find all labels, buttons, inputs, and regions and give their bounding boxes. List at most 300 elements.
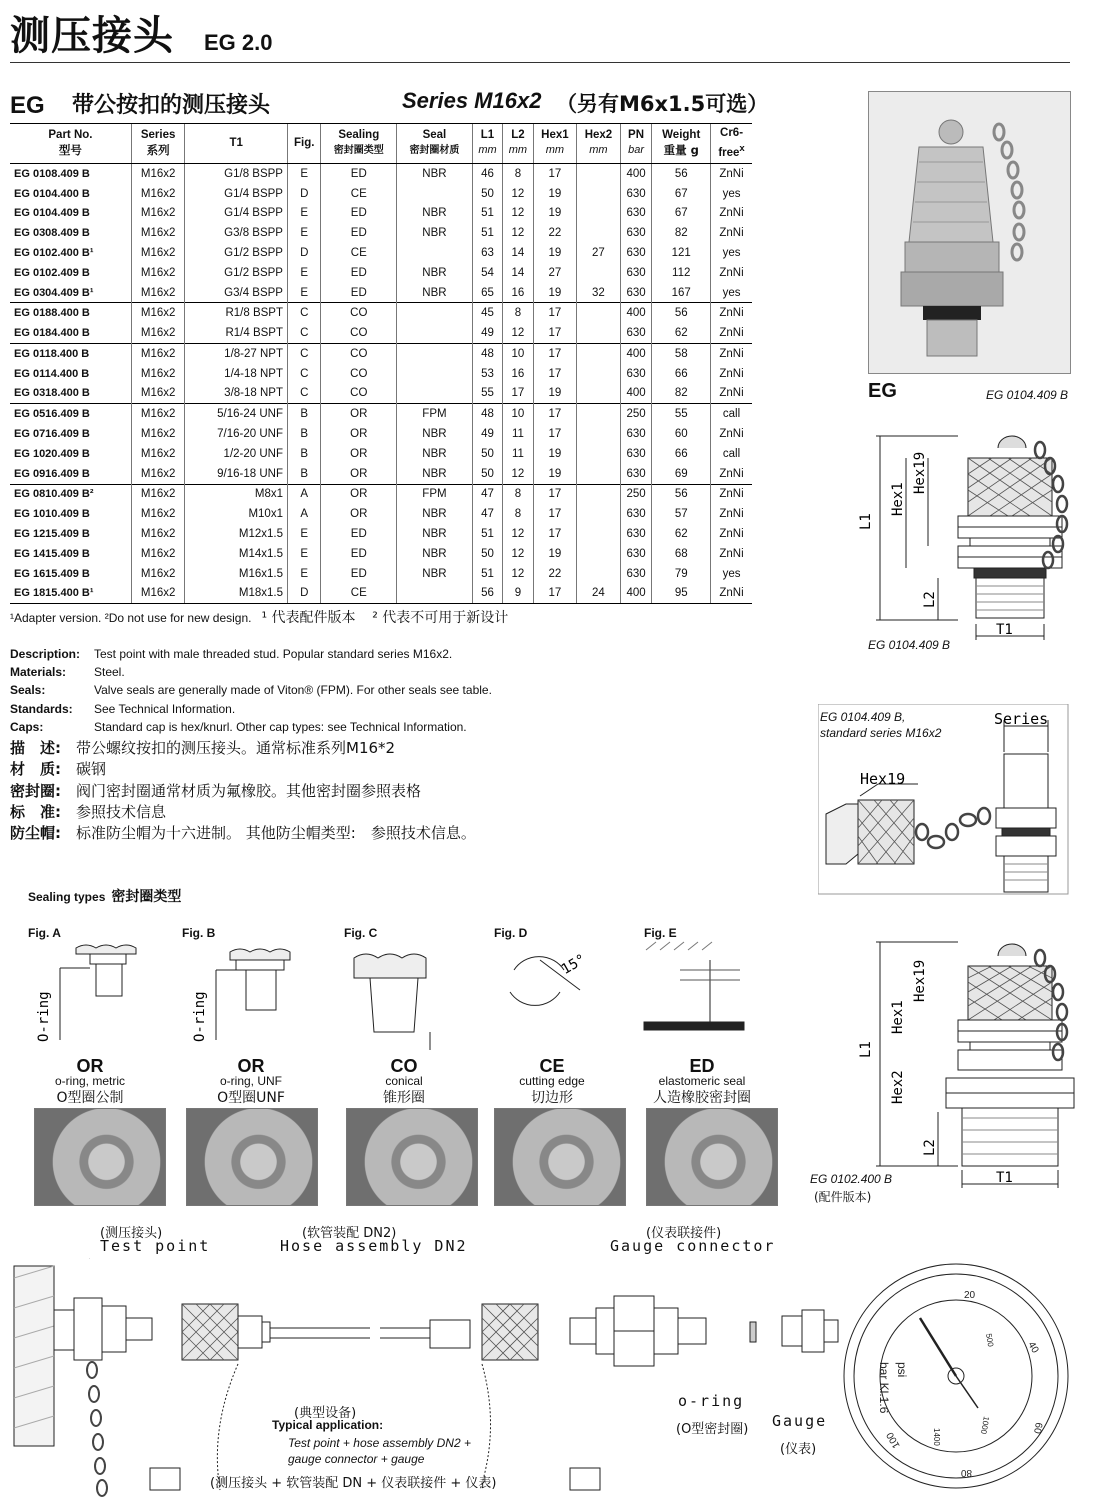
app-test-point: Test point: [100, 1237, 211, 1255]
table-cell: 51: [472, 223, 502, 243]
table-cell: 12: [503, 223, 533, 243]
drawing-eg0104409b: [858, 428, 1078, 650]
table-cell: [577, 464, 621, 484]
table-body: [10, 163, 752, 604]
table-cell: 68: [652, 544, 711, 564]
table-cell: NBR: [397, 444, 473, 464]
table-cell: 19: [533, 283, 577, 303]
column-header-label: Seal: [422, 129, 447, 142]
table-cell: 22: [533, 564, 577, 584]
table-cell: M16x1.5: [185, 564, 288, 584]
desc-cn-key: 描 述:: [10, 739, 61, 757]
dim-t1-b: T1: [996, 1170, 1013, 1186]
table-cell: OR: [321, 484, 397, 504]
table-cell: 17: [533, 424, 577, 444]
table-cell: 19: [533, 444, 577, 464]
dim-l1-b: L1: [858, 1041, 874, 1058]
table-cell: 400: [620, 163, 652, 183]
table-cell: 17: [533, 524, 577, 544]
desc-cn-row: [10, 823, 476, 844]
table-cell: 50: [472, 444, 502, 464]
table-cell: CE: [321, 243, 397, 263]
table-cell: [577, 223, 621, 243]
dim-hex1-b: Hex1: [890, 1000, 906, 1034]
table-cell: 112: [652, 263, 711, 283]
desc-row: [10, 718, 492, 736]
dim-l1: L1: [858, 513, 874, 530]
table-cell: 32: [577, 283, 621, 303]
table-cell: [397, 323, 473, 343]
table-cell: 17: [533, 484, 577, 504]
table-cell: EG 0716.409 B: [14, 428, 90, 441]
table-cell: 16: [503, 283, 533, 303]
desc-cn-value: 参照技术信息: [76, 802, 167, 821]
dial-tick: 1400: [932, 1428, 941, 1446]
table-cell: 250: [620, 484, 652, 504]
table-row: [10, 384, 752, 404]
table-cell: NBR: [397, 464, 473, 484]
table-cell: 3/8-18 NPT: [185, 384, 288, 404]
table-row: [10, 283, 752, 303]
app-gauge-connector: Gauge connector: [610, 1237, 776, 1255]
table-cell: M16x2: [131, 404, 185, 424]
table-cell: 56: [652, 163, 711, 183]
table-cell: 27: [577, 243, 621, 263]
table-row: [10, 524, 752, 544]
table-cell: EG 0304.409 B¹: [14, 286, 94, 299]
app-gauge-connector-cn: (仪表联接件): [646, 1226, 722, 1241]
table-cell: E: [287, 163, 320, 183]
table-cell: 1/8-27 NPT: [185, 344, 288, 364]
page-title: 测压接头: [10, 13, 174, 59]
header-rule: [10, 62, 1070, 63]
table-cell: 11: [503, 444, 533, 464]
column-header-sub: mm: [478, 144, 497, 157]
table-cell: NBR: [397, 283, 473, 303]
table-cell: ZnNi: [711, 504, 752, 524]
table-cell: M16x2: [131, 344, 185, 364]
table-cell: 250: [620, 404, 652, 424]
table-cell: call: [711, 404, 752, 424]
column-header: [533, 124, 577, 164]
table-cell: CO: [321, 323, 397, 343]
column-header-sub: 系列: [146, 143, 170, 158]
column-header-sub: mm: [545, 144, 565, 157]
table-cell: B: [287, 444, 320, 464]
column-header: [397, 124, 473, 164]
table-cell: 400: [620, 584, 652, 604]
seal-sub-ce: cutting edge: [519, 1074, 585, 1088]
table-row: [10, 464, 752, 484]
desc-cn-row: [10, 781, 476, 802]
desc-cn-key: 材 质:: [10, 760, 61, 779]
table-cell: ZnNi: [711, 424, 752, 444]
table-cell: M16x2: [131, 283, 185, 303]
table-cell: ZnNi: [711, 384, 752, 404]
table-cell: 66: [652, 444, 711, 464]
table-cell: G1/4 BSPP: [185, 184, 288, 204]
table-cell: ED: [321, 564, 397, 584]
table-cell: 19: [533, 184, 577, 204]
table-cell: C: [287, 323, 320, 343]
table-cell: ZnNi: [711, 584, 752, 604]
table-cell: [577, 524, 621, 544]
table-cell: G1/8 BSPP: [185, 163, 288, 183]
table-cell: M16x2: [131, 524, 185, 544]
table-cell: G1/2 BSPP: [185, 263, 288, 283]
table-cell: CO: [321, 364, 397, 384]
table-cell: A: [287, 504, 320, 524]
table-cell: [397, 584, 473, 604]
table-cell: [577, 344, 621, 364]
drawing-eg0102400b: [858, 936, 1078, 1206]
typical-cn: (典型设备): [294, 1406, 357, 1421]
table-row: [10, 303, 752, 323]
seal-cn-co: 锥形圈: [383, 1090, 425, 1106]
column-header-label: Sealing: [338, 129, 380, 142]
typical-line-3: (测压接头 + 软管装配 DN + 仪表联接件 + 仪表): [210, 1476, 497, 1491]
table-row: [10, 223, 752, 243]
series-label: Series M16x2: [402, 88, 542, 113]
dial-bar: bar Kl.1.6: [877, 1362, 891, 1414]
table-cell: 12: [503, 323, 533, 343]
desc-key: Standards:: [10, 701, 73, 716]
section-code: EG: [10, 92, 45, 119]
column-header: [10, 124, 131, 164]
table-cell: ED: [321, 203, 397, 223]
table-cell: [577, 544, 621, 564]
photo-caption: EG 0104.409 B: [986, 388, 1069, 402]
table-row: [10, 323, 752, 343]
table-cell: 46: [472, 163, 502, 183]
table-cell: G3/8 BSPP: [185, 223, 288, 243]
table-cell: [577, 163, 621, 183]
table-cell: 17: [533, 504, 577, 524]
table-cell: 630: [620, 283, 652, 303]
table-cell: NBR: [397, 524, 473, 544]
table-cell: ZnNi: [711, 263, 752, 283]
table-cell: M16x2: [131, 544, 185, 564]
footnote-cn-2: ² 代表不可用于新设计: [372, 610, 509, 626]
desc-row: [10, 663, 492, 681]
table-cell: 630: [620, 203, 652, 223]
table-cell: E: [287, 544, 320, 564]
column-header-sub: mm: [589, 144, 608, 157]
description-block-cn: [10, 738, 476, 844]
table-cell: 56: [652, 303, 711, 323]
table-cell: [577, 444, 621, 464]
table-cell: C: [287, 384, 320, 404]
table-cell: 9: [503, 584, 533, 604]
table-cell: CO: [321, 344, 397, 364]
table-cell: 167: [652, 283, 711, 303]
drawing-caption-2b: standard series M16x2: [820, 726, 942, 740]
table-cell: yes: [711, 184, 752, 204]
fig-a-label: Fig. A: [28, 926, 61, 940]
table-cell: [577, 303, 621, 323]
footnote-cn-1: ¹ 代表配件版本: [261, 610, 356, 626]
table-cell: ED: [321, 163, 397, 183]
column-header-label: L2: [511, 129, 525, 142]
table-cell: 630: [620, 263, 652, 283]
table-cell: M16x2: [131, 424, 185, 444]
product-photo: [868, 91, 1071, 374]
table-cell: yes: [711, 283, 752, 303]
table-cell: 1/4-18 NPT: [185, 364, 288, 384]
table-cell: 8: [503, 504, 533, 524]
table-cell: 17: [533, 404, 577, 424]
typical-application-drawing: [10, 1258, 1100, 1498]
table-row: [10, 203, 752, 223]
table-cell: E: [287, 283, 320, 303]
table-cell: 65: [472, 283, 502, 303]
table-cell: 67: [652, 184, 711, 204]
table-cell: M16x2: [131, 504, 185, 524]
column-header: [185, 124, 288, 164]
dial-psi: psi: [895, 1362, 909, 1378]
table-cell: ZnNi: [711, 163, 752, 183]
table-cell: 50: [472, 464, 502, 484]
desc-key: Description:: [10, 647, 81, 661]
seal-photo-co: [346, 1108, 478, 1206]
table-row: [10, 404, 752, 424]
seal-photo-ed: [646, 1108, 778, 1206]
table-cell: [577, 364, 621, 384]
table-cell: 19: [533, 544, 577, 564]
table-cell: 60: [652, 424, 711, 444]
sealing-types-title: [28, 886, 181, 906]
table-cell: ZnNi: [711, 524, 752, 544]
table-cell: M16x2: [131, 464, 185, 484]
table-cell: M16x2: [131, 184, 185, 204]
photo-code: EG: [868, 380, 897, 402]
drawing-caption-3a: EG 0102.400 B: [810, 1172, 893, 1186]
table-cell: ED: [321, 524, 397, 544]
table-cell: [397, 384, 473, 404]
table-cell: NBR: [397, 504, 473, 524]
table-cell: EG 1815.400 B¹: [10, 584, 131, 604]
table-cell: 12: [503, 564, 533, 584]
table-cell: E: [287, 263, 320, 283]
table-cell: 12: [503, 464, 533, 484]
table-cell: 47: [472, 504, 502, 524]
table-cell: 630: [620, 564, 652, 584]
table-cell: 55: [472, 384, 502, 404]
dim-hex19-b: Hex19: [860, 770, 906, 788]
table-cell: EG 1020.409 B: [14, 447, 90, 460]
table-cell: 47: [472, 484, 502, 504]
seal-code-co: CO: [390, 1056, 418, 1076]
table-row: [10, 243, 752, 263]
table-cell: M16x2: [131, 584, 185, 604]
column-header-sup: x: [739, 143, 745, 154]
table-cell: M14x1.5: [185, 544, 288, 564]
desc-cn-row: [10, 802, 476, 823]
table-cell: [577, 184, 621, 204]
table-cell: 51: [472, 564, 502, 584]
column-header: [503, 124, 533, 164]
table-cell: NBR: [397, 223, 473, 243]
table-cell: [397, 243, 473, 263]
column-header-label: L1: [480, 129, 495, 142]
table-cell: M16x2: [131, 364, 185, 384]
table-cell: CO: [321, 384, 397, 404]
table-cell: 400: [620, 384, 652, 404]
desc-key: Caps:: [10, 719, 44, 734]
desc-value: Standard cap is hex/knurl. Other cap types: see Technical Information.: [94, 719, 467, 734]
table-cell: C: [287, 303, 320, 323]
table-cell: 19: [533, 384, 577, 404]
dial-tick: 40: [1025, 1340, 1041, 1356]
table-cell: 630: [620, 504, 652, 524]
oring-label: o-ring: [678, 1392, 745, 1410]
table-cell: [577, 384, 621, 404]
table-cell: 48: [472, 344, 502, 364]
desc-key: Materials:: [10, 665, 67, 680]
table-cell: 12: [503, 184, 533, 204]
table-cell: 630: [620, 243, 652, 263]
table-cell: M16x2: [131, 444, 185, 464]
desc-row: [10, 700, 492, 718]
table-cell: CO: [321, 303, 397, 323]
app-hose: Hose assembly DN2: [280, 1237, 468, 1255]
table-row: [10, 564, 752, 584]
fig-c-label: Fig. C: [344, 926, 378, 940]
typical-line-1: Test point + hose assembly DN2 +: [288, 1436, 471, 1450]
table-cell: 630: [620, 464, 652, 484]
desc-cn-key: 防尘帽:: [10, 824, 61, 843]
column-header: [131, 124, 185, 164]
table-cell: M16x2: [131, 384, 185, 404]
table-header-row: [10, 124, 752, 164]
dial-tick: 1000: [978, 1415, 991, 1435]
table-cell: E: [287, 564, 320, 584]
table-cell: 630: [620, 364, 652, 384]
table-cell: 62: [652, 524, 711, 544]
table-cell: EG 0810.409 B²: [10, 484, 131, 504]
gauge-label: Gauge: [772, 1412, 828, 1430]
seal-code-or-unf: OR: [237, 1056, 265, 1076]
table-cell: M16x2: [131, 484, 185, 504]
table-cell: [397, 364, 473, 384]
seal-photo-or-unf: [186, 1108, 318, 1206]
desc-cn-key: 标 准:: [10, 802, 61, 821]
table-cell: yes: [711, 564, 752, 584]
table-cell: EG 0118.400 B: [10, 344, 131, 364]
table-row: [10, 504, 752, 524]
table-cell: EG 1215.409 B: [14, 528, 90, 541]
table-cell: EG 0308.409 B: [14, 227, 90, 240]
dim-l2: L2: [922, 591, 938, 608]
dim-series: Series: [994, 710, 1049, 728]
table-row: [10, 584, 752, 604]
table-cell: NBR: [397, 544, 473, 564]
column-header-label: Weight: [662, 129, 701, 142]
table-cell: CE: [321, 184, 397, 204]
table-cell: ZnNi: [711, 203, 752, 223]
table-cell: [397, 344, 473, 364]
column-header-label: PN: [628, 129, 645, 142]
table-cell: EG 1415.409 B: [14, 547, 90, 560]
description-block: [10, 645, 492, 736]
table-cell: 12: [503, 524, 533, 544]
column-header: [321, 124, 397, 164]
table-cell: 49: [472, 323, 502, 343]
table-cell: 57: [652, 504, 711, 524]
column-header-sub: 型号: [58, 143, 82, 158]
table-cell: M16x2: [131, 323, 185, 343]
table-cell: EG 0104.400 B: [14, 187, 90, 200]
table-cell: OR: [321, 404, 397, 424]
table-cell: NBR: [397, 263, 473, 283]
table-row: [10, 424, 752, 444]
table-cell: 63: [472, 243, 502, 263]
table-cell: NBR: [397, 424, 473, 444]
dim-hex19-c: Hex19: [912, 959, 928, 1002]
table-cell: 14: [503, 263, 533, 283]
table-cell: 79: [652, 564, 711, 584]
table-cell: 400: [620, 303, 652, 323]
table-cell: 400: [620, 344, 652, 364]
table-cell: M18x1.5: [185, 584, 288, 604]
table-cell: 51: [472, 524, 502, 544]
column-header-sub: 重量 g: [663, 143, 699, 158]
table-cell: ED: [321, 263, 397, 283]
seal-code-ce: CE: [539, 1056, 565, 1076]
table-cell: ZnNi: [711, 484, 752, 504]
table-cell: B: [287, 404, 320, 424]
table-cell: EG 0184.400 B: [14, 327, 90, 340]
table-cell: E: [287, 203, 320, 223]
drawing-caption-1: EG 0104.409 B: [868, 638, 951, 652]
table-cell: M16x2: [131, 564, 185, 584]
dim-l2-b: L2: [922, 1139, 938, 1156]
table-cell: [577, 424, 621, 444]
seal-sub-co: conical: [385, 1074, 423, 1088]
column-header-label: Part No.: [48, 129, 93, 142]
dial-tick: 100: [884, 1430, 903, 1450]
table-cell: 1/2-20 UNF: [185, 444, 288, 464]
oring-label-cn: (O型密封圈): [676, 1422, 749, 1437]
table-cell: ZnNi: [711, 464, 752, 484]
table-cell: ED: [321, 544, 397, 564]
table-cell: 16: [503, 364, 533, 384]
dim-hex19: Hex19: [912, 451, 928, 494]
table-cell: 17: [533, 163, 577, 183]
table-cell: 10: [503, 344, 533, 364]
seal-cn-ce: 切边形: [531, 1090, 573, 1106]
seal-photo-ce: [494, 1108, 626, 1206]
table-cell: ZnNi: [711, 364, 752, 384]
table-cell: call: [711, 444, 752, 464]
column-header-label: Fig.: [293, 136, 315, 149]
section-title: 带公按扣的测压接头: [72, 93, 271, 118]
seal-sub-or-metric: o-ring, metric: [54, 1074, 125, 1088]
column-header-sub: 密封圈材质: [409, 145, 460, 157]
column-header-sub: free: [718, 146, 740, 159]
table-cell: 630: [620, 424, 652, 444]
table-cell: 17: [533, 584, 577, 604]
table-cell: A: [287, 484, 320, 504]
table-cell: NBR: [397, 163, 473, 183]
table-cell: 49: [472, 424, 502, 444]
seal-code-ed: ED: [689, 1056, 715, 1076]
table-cell: 7/16-20 UNF: [185, 424, 288, 444]
table-cell: 69: [652, 464, 711, 484]
seal-cn-ed: 人造橡胶密封圈: [653, 1090, 751, 1106]
table-cell: FPM: [397, 404, 473, 424]
table-cell: yes: [711, 243, 752, 263]
